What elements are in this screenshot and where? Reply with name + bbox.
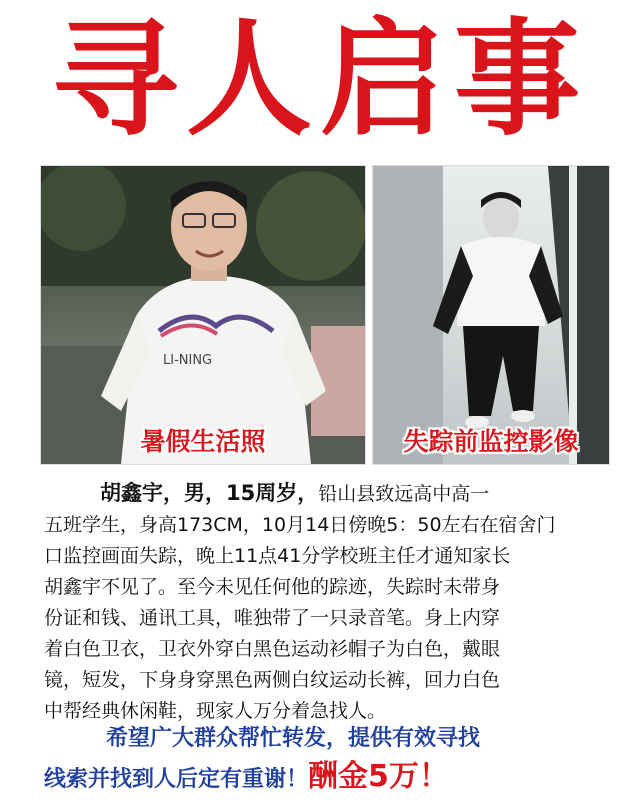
summer-photo <box>40 165 366 465</box>
description-line-5: 着白色卫衣，卫衣外穿白黑色运动衫帽子为白色，戴眼 <box>44 638 501 660</box>
reward-amount: 酬金5万！ <box>308 759 449 794</box>
description-line-0 <box>44 478 604 510</box>
shirt-print: LI-NING <box>163 353 213 368</box>
description-line-3: 胡鑫宇不见了。至今未见任何他的踪迹，失踪时未带身 <box>44 576 501 598</box>
appeal <box>44 720 624 799</box>
appeal-line-2-row <box>44 758 624 799</box>
name-gender-age: 胡鑫宇，男，15周岁， <box>100 481 319 505</box>
cctv-photo-illustration <box>373 166 609 464</box>
cctv-photo-caption: 失踪前监控影像 <box>403 427 579 456</box>
appeal-line-2: 线索并找到人后定有重谢！ <box>44 767 309 792</box>
description-line-7: 中帮经典休闲鞋，现家人万分着急找人。 <box>44 700 387 722</box>
summer-photo-caption: 暑假生活照 <box>140 427 266 456</box>
description <box>44 478 604 727</box>
description-line-4: 份证和钱、通讯工具，唯独带了一只录音笔。身上内穿 <box>44 607 501 629</box>
description-line-6: 镜，短发，下身身穿黑色两侧白纹运动长裤，回力白色 <box>44 669 501 691</box>
description-line-1: 五班学生，身高173CM，10月14日傍晚5：50左右在宿舍门 <box>44 514 556 536</box>
cctv-photo <box>372 165 610 465</box>
poster-title: 寻人启事 <box>52 6 588 153</box>
summer-photo-illustration <box>41 166 365 464</box>
appeal-line-1: 希望广大群众帮忙转发，提供有效寻找 <box>106 726 481 751</box>
description-line-2: 口监控画面失踪，晚上11点41分学校班主任才通知家长 <box>44 545 511 567</box>
school-start: 铅山县致远高中高一 <box>318 483 490 505</box>
